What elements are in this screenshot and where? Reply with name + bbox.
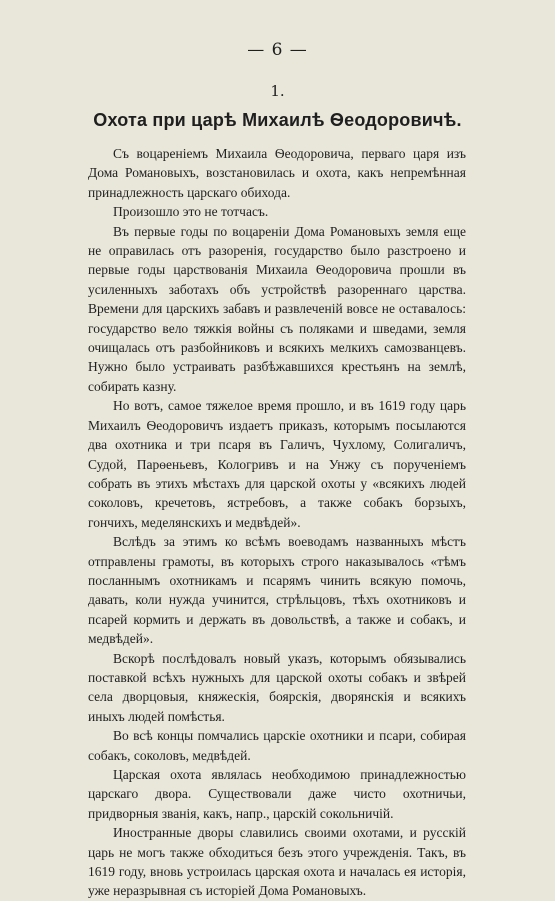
paragraph: Вслѣдъ за этимъ ко всѣмъ воеводамъ названныхъ мѣстъ отправлены грамоты, въ которыхъ строго наказывалось «тѣмъ посланнымъ охотникамъ и псарямъ чинить всякую помочь, давать, коли нужда учинится, стрѣльцовъ, тѣхъ охотниковъ и псарей кормить и держать въ довольствѣ, а также и собакъ, и медвѣдей». bbox=[88, 534, 466, 647]
paragraph: Царская охота являлась необходимою принадлежностью царскаго двора. Существовали даже чисто охотничьи, придворныя званія, какъ, напр., царскій сокольничій. bbox=[88, 767, 466, 821]
body-text bbox=[88, 144, 466, 901]
paragraph: Но вотъ, самое тяжелое время прошло, и въ 1619 году царь Михаилъ Ѳеодоровичъ издаетъ приказъ, которымъ посылаются два охотника и три псаря въ Галичъ, Чухлому, Солигаличъ, Судой, Парѳеньевъ, Кологривъ и на Унжу съ порученіемъ собрать въ этихъ мѣстахъ для царской охоты у «всякихъ людей соколовъ, кречетовъ, ястребовъ, а также собакъ борзыхъ, гончихъ, меделянскихъ и медвѣдей». bbox=[88, 398, 466, 530]
chapter-title: Охота при царѣ Михаилѣ Ѳеодоровичѣ. bbox=[93, 110, 462, 130]
paragraph: Съ воцареніемъ Михаила Ѳеодоровича, перваго царя изъ Дома Романовыхъ, возстановилась и охота, какъ непремѣнная принадлежность царскаго обихода. bbox=[88, 146, 466, 200]
paragraph: Вскорѣ послѣдовалъ новый указъ, которымъ обязывались поставкой всѣхъ нужныхъ для царской охоты собакъ и звѣрей села дворцовыя, княжескія, боярскія, дворянскія и всякихъ иныхъ людей помѣстья. bbox=[88, 650, 466, 724]
paragraph: Произошло это не тотчасъ. bbox=[113, 204, 269, 220]
page-number: — 6 — bbox=[247, 40, 308, 60]
paragraph: Иностранные дворы славились своими охотами, и русскій царь не могъ также обходиться безъ этого учрежденія. Такъ, въ 1619 году, вновь устроилась царская охота и началась ея исторія, уже неразрывная съ исторіей Дома Романовыхъ. bbox=[88, 825, 466, 899]
paragraph: Во всѣ концы помчались царскіе охотники и псари, собирая собакъ, соколовъ, медвѣдей. bbox=[88, 728, 466, 763]
chapter-number: 1. bbox=[270, 82, 285, 100]
paragraph: Въ первые годы по воцареніи Дома Романовыхъ земля еще не оправилась отъ разоренія, государство было разстроено и первые годы царствованія Михаила Ѳеодоровича прошли въ усиленныхъ заботахъ объ устройствѣ разореннаго царства. Времени для царскихъ забавъ и развлеченій вовсе не оставалось: государство вело тяжкія войны съ поляками и шведами, земля очищалась отъ разбойниковъ и всякихъ мелкихъ самозванцевъ. Нужно было устраивать разбѣжавшихся крестьянъ на землѣ, собирать казну. bbox=[88, 223, 466, 394]
